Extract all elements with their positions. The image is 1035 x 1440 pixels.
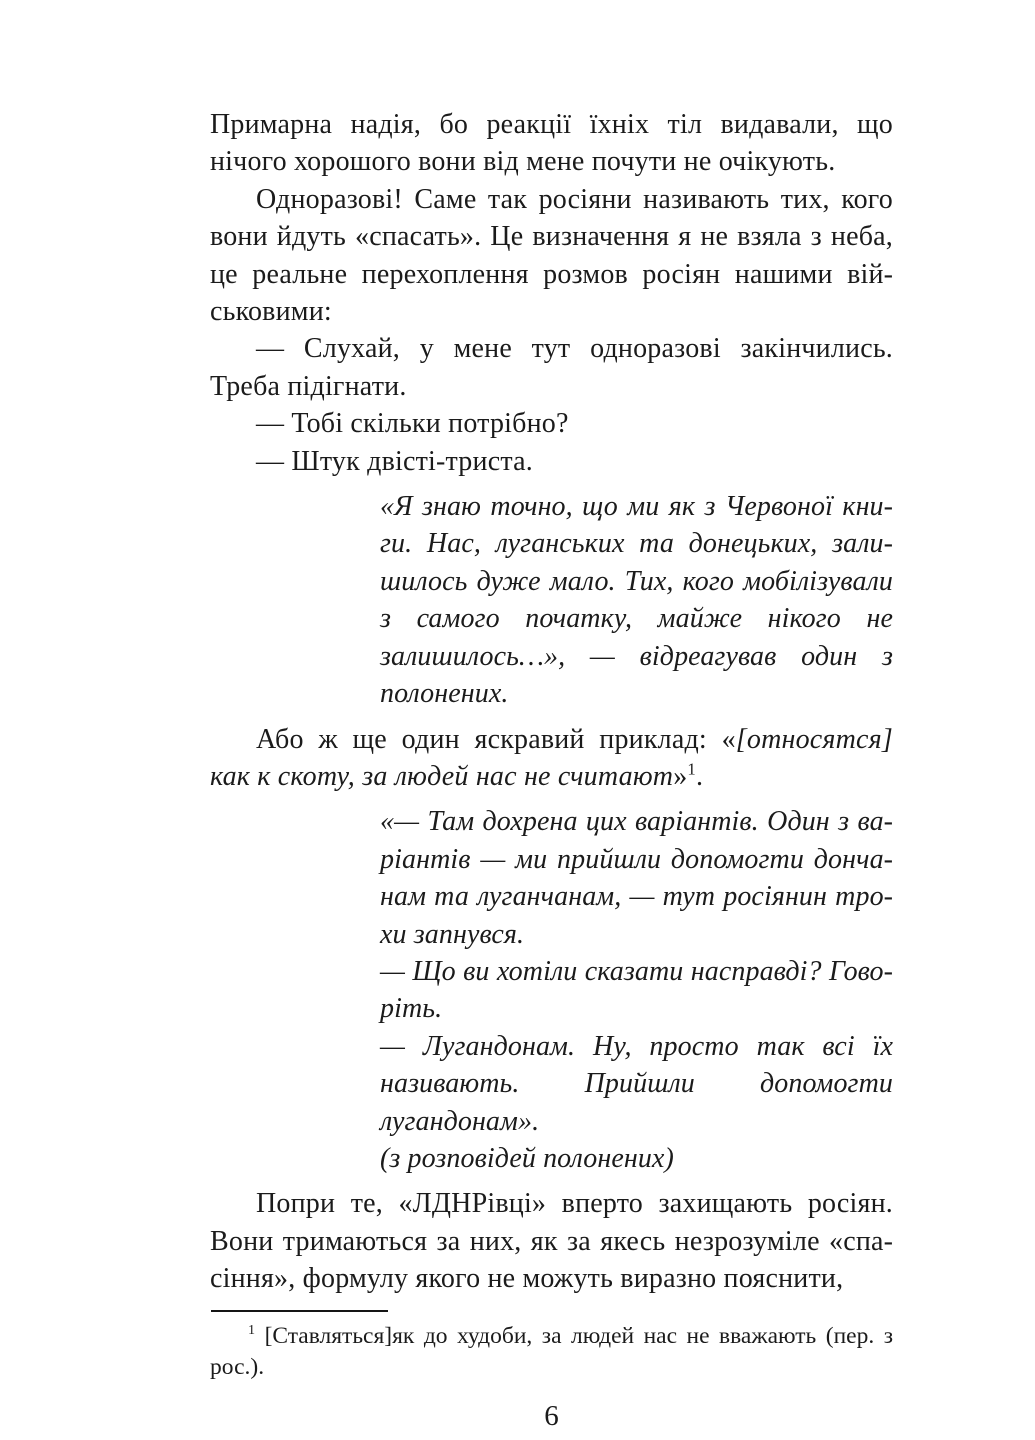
page-number: 6	[544, 1399, 559, 1432]
footnote	[210, 1321, 893, 1383]
dialog-line-2: — Тобі скільки потрібно?	[256, 408, 569, 440]
block-quote-prisoner-text: «Я знаю точно, що ми як з Червоної книги. Нас, луганських та донецьких, залишилось дуже мало. Тих, кого мобілізували з самого початку, майже нікого не залишилось…», — відреагував один з полонених.	[380, 491, 893, 710]
paragraph-example-closing-quote: »	[673, 760, 688, 792]
paragraph-example-period: .	[696, 760, 704, 792]
paragraph-example-lead: Або ж ще один яскравий приклад: «	[256, 723, 736, 755]
text-block	[210, 106, 893, 1433]
block-quote-dialog-line-3: — Лугандонам. Ну, просто так всі їх називають. Прийшли допомогти лугандонам».	[380, 1030, 893, 1137]
paragraph-example-quote-italic: [относятся] как к скоту, за людей нас не считают	[210, 723, 893, 792]
footnote-marker: 1	[248, 1321, 256, 1338]
paragraph-odnorazovi: Одноразові! Саме так росіяни називають тих, кого вони йдуть «спасать». Це визначення я не взяла з неба, це реальне перехоплення розмов росіян нашими військовими:	[210, 183, 893, 328]
footnote-text: [Ставляться]як до худоби, за людей нас не вважають (пер. з рос.).	[210, 1322, 894, 1380]
block-quote-dialog-source: (з розповідей полонених)	[380, 1142, 674, 1174]
block-quote-dialog-line-2: — Що ви хотіли сказати насправді? Говоріть.	[380, 955, 893, 1025]
footnote-reference-1: 1	[687, 759, 696, 779]
block-quote-dialog	[380, 803, 893, 1177]
block-quote-dialog-line-1: «— Там дохрена цих варіантів. Один з варіантів — ми прийшли допомогти дончанам та луганчанам, — тут росіянин трохи запнувся.	[380, 806, 893, 950]
block-quote-prisoner	[380, 488, 893, 712]
paragraph-continuation: Примарна надія, бо реакції їхніх тіл видавали, що нічого хорошого вони від мене почути не очікують.	[210, 109, 893, 178]
paragraph-example	[210, 721, 893, 796]
dialog-line-3: — Штук двісті-триста.	[256, 445, 533, 477]
dialog-line-1: — Слухай, у мене тут одноразові закінчились. Треба підігнати.	[210, 333, 893, 402]
paragraph-final: Попри те, «ЛДНРівці» вперто захищають росіян. Вони тримаються за них, як за якесь незрозуміле «спасіння», формулу якого не можуть виразно пояснити,	[210, 1188, 893, 1295]
footnote-rule	[211, 1310, 388, 1312]
